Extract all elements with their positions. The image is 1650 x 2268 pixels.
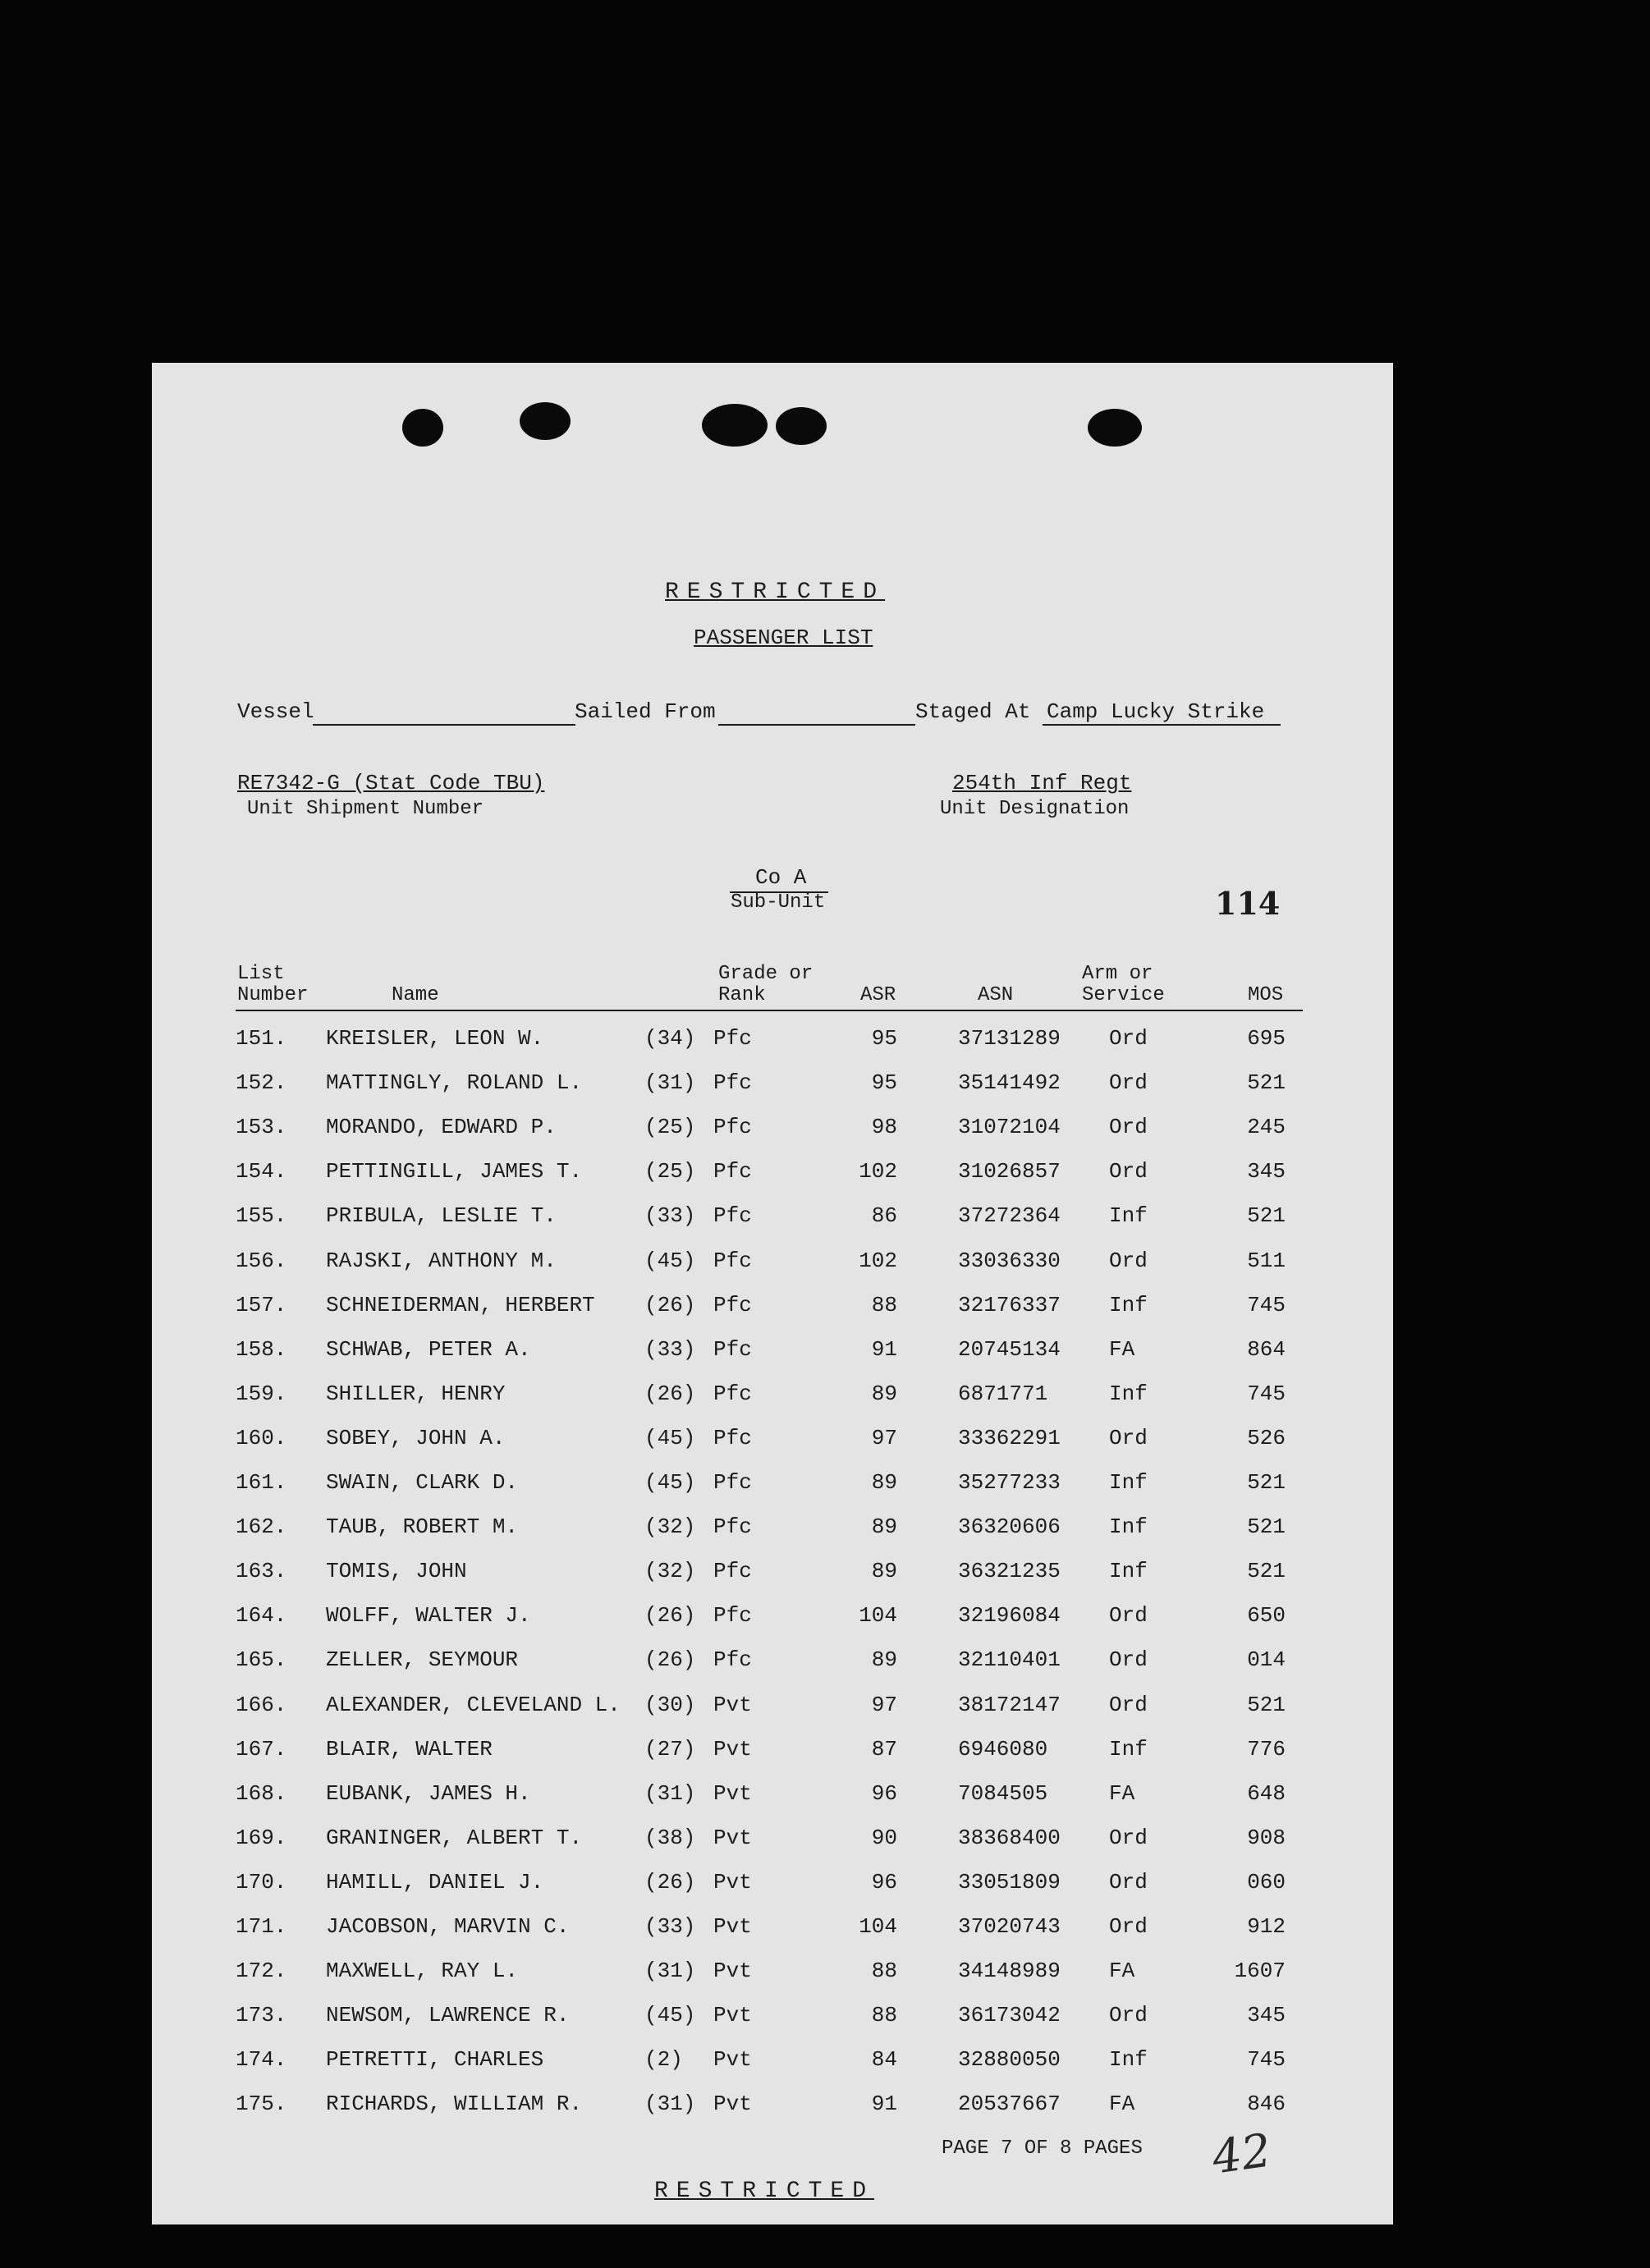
mos-value: 650 [1247, 1603, 1286, 1629]
passenger-name: TOMIS, JOHN [326, 1559, 467, 1584]
table-row [152, 1026, 1393, 1070]
asr-value: 88 [871, 2003, 897, 2028]
passenger-age: (33) [644, 1203, 696, 1229]
grade: Pfc [713, 1292, 752, 1317]
page-footer: PAGE 7 OF 8 PAGES [942, 2137, 1143, 2160]
sub-unit-label: Sub-Unit [731, 891, 826, 914]
list-number: 155. [236, 1203, 287, 1229]
list-number: 173. [236, 2003, 287, 2028]
table-row [152, 1781, 1393, 1826]
col-mos: MOS [1248, 984, 1284, 1006]
passenger-age: (31) [644, 1959, 696, 1984]
list-number: 163. [236, 1559, 287, 1584]
arm-service: Ord [1109, 1159, 1148, 1184]
mos-value: 745 [1247, 2047, 1286, 2073]
arm-service: Ord [1109, 1425, 1148, 1450]
passenger-age: (38) [644, 1825, 696, 1850]
list-number: 161. [236, 1470, 287, 1495]
asn-value: 32110401 [958, 1647, 1061, 1673]
list-number: 175. [236, 2092, 287, 2117]
grade: Pvt [713, 1959, 752, 1984]
asn-value: 32880050 [958, 2047, 1061, 2073]
passenger-age: (32) [644, 1559, 696, 1584]
table-row [152, 1426, 1393, 1470]
mos-value: 695 [1247, 1026, 1286, 1051]
asn-value: 20745134 [958, 1336, 1061, 1362]
asr-value: 84 [871, 2047, 897, 2073]
mos-value: 521 [1247, 1692, 1286, 1717]
header-rule [236, 1010, 1303, 1011]
mos-value: 245 [1247, 1115, 1286, 1140]
sub-unit-value: Co A [755, 865, 807, 890]
restricted-header: RESTRICTED [665, 580, 886, 605]
arm-service: Ord [1109, 1647, 1148, 1673]
mos-value: 776 [1247, 1736, 1286, 1762]
passenger-name: PETTINGILL, JAMES T. [326, 1159, 583, 1184]
asr-value: 96 [871, 1780, 897, 1806]
list-number: 162. [236, 1514, 287, 1540]
grade: Pfc [713, 1248, 752, 1273]
table-row [152, 1647, 1393, 1692]
arm-service: Inf [1109, 1381, 1148, 1406]
asr-value: 97 [871, 1692, 897, 1717]
asn-value: 31072104 [958, 1115, 1061, 1140]
grade: Pfc [713, 1336, 752, 1362]
mos-value: 511 [1247, 1248, 1286, 1273]
arm-service: Ord [1109, 2003, 1148, 2028]
passenger-age: (26) [644, 1292, 696, 1317]
asn-value: 37272364 [958, 1203, 1061, 1229]
arm-service: Ord [1109, 1026, 1148, 1051]
passenger-name: MORANDO, EDWARD P. [326, 1115, 557, 1140]
grade: Pfc [713, 1026, 752, 1051]
table-row [152, 1514, 1393, 1559]
asn-value: 37020743 [958, 1914, 1061, 1939]
passenger-name: ZELLER, SEYMOUR [326, 1647, 519, 1673]
arm-service: Ord [1109, 1248, 1148, 1273]
table-row [152, 1115, 1393, 1159]
passenger-age: (25) [644, 1115, 696, 1140]
table-row [152, 1470, 1393, 1514]
passenger-age: (2) [644, 2047, 683, 2073]
arm-service: Inf [1109, 1736, 1148, 1762]
mos-value: 345 [1247, 1159, 1286, 1184]
passenger-age: (33) [644, 1914, 696, 1939]
arm-service: Inf [1109, 2047, 1148, 2073]
grade: Pvt [713, 1692, 752, 1717]
arm-service: FA [1109, 1336, 1135, 1362]
col-name: Name [392, 984, 439, 1006]
asr-value: 90 [871, 1825, 897, 1850]
arm-service: Ord [1109, 1603, 1148, 1629]
asr-value: 89 [871, 1514, 897, 1540]
passenger-age: (27) [644, 1736, 696, 1762]
mos-value: 745 [1247, 1292, 1286, 1317]
passenger-age: (31) [644, 1070, 696, 1096]
restricted-footer: RESTRICTED [654, 2179, 875, 2204]
col-asn: ASN [978, 984, 1014, 1006]
list-number: 174. [236, 2047, 287, 2073]
unit-designation: 254th Inf Regt [952, 771, 1132, 795]
vessel-label: Vessel [237, 699, 314, 724]
passenger-age: (26) [644, 1869, 696, 1895]
document-sheet [152, 363, 1393, 2224]
arm-service: Ord [1109, 1692, 1148, 1717]
passenger-name: TAUB, ROBERT M. [326, 1514, 519, 1540]
asn-value: 35141492 [958, 1070, 1061, 1096]
punch-hole-icon [520, 402, 571, 440]
asn-value: 7084505 [958, 1780, 1048, 1806]
asn-value: 33362291 [958, 1425, 1061, 1450]
mos-value: 846 [1247, 2092, 1286, 2117]
list-number: 158. [236, 1336, 287, 1362]
arm-service: Ord [1109, 1914, 1148, 1939]
table-row [152, 1870, 1393, 1914]
asr-value: 95 [871, 1026, 897, 1051]
list-number: 165. [236, 1647, 287, 1673]
passenger-name: SOBEY, JOHN A. [326, 1425, 506, 1450]
vessel-blank [313, 724, 575, 726]
asr-value: 95 [871, 1070, 897, 1096]
passenger-name: PETRETTI, CHARLES [326, 2047, 544, 2073]
unit-designation-label: Unit Designation [940, 798, 1130, 820]
passenger-name: JACOBSON, MARVIN C. [326, 1914, 570, 1939]
passenger-name: BLAIR, WALTER [326, 1736, 493, 1762]
passenger-name: SCHWAB, PETER A. [326, 1336, 531, 1362]
passenger-age: (33) [644, 1336, 696, 1362]
mos-value: 060 [1247, 1869, 1286, 1895]
list-number: 167. [236, 1736, 287, 1762]
asn-value: 38172147 [958, 1692, 1061, 1717]
passenger-age: (30) [644, 1692, 696, 1717]
passenger-name: SWAIN, CLARK D. [326, 1470, 519, 1495]
list-number: 164. [236, 1603, 287, 1629]
passenger-name: RICHARDS, WILLIAM R. [326, 2092, 583, 2117]
passenger-age: (32) [644, 1514, 696, 1540]
asr-value: 89 [871, 1381, 897, 1406]
asr-value: 89 [871, 1470, 897, 1495]
sailed-from-label: Sailed From [575, 699, 716, 724]
arm-service: Ord [1109, 1115, 1148, 1140]
grade: Pfc [713, 1425, 752, 1450]
table-row [152, 1603, 1393, 1647]
asn-value: 36173042 [958, 2003, 1061, 2028]
table-row [152, 1249, 1393, 1293]
document-title: PASSENGER LIST [694, 625, 873, 650]
asn-value: 35277233 [958, 1470, 1061, 1495]
asn-value: 38368400 [958, 1825, 1061, 1850]
sailed-from-blank [718, 724, 915, 726]
asr-value: 89 [871, 1647, 897, 1673]
passenger-name: SCHNEIDERMAN, HERBERT [326, 1292, 595, 1317]
grade: Pfc [713, 1203, 752, 1229]
table-row [152, 1826, 1393, 1870]
table-row [152, 1337, 1393, 1381]
asr-value: 88 [871, 1959, 897, 1984]
mos-value: 345 [1247, 2003, 1286, 2028]
list-number: 151. [236, 1026, 287, 1051]
grade: Pvt [713, 1869, 752, 1895]
passenger-name: HAMILL, DANIEL J. [326, 1869, 544, 1895]
asr-value: 91 [871, 2092, 897, 2117]
mos-value: 521 [1247, 1514, 1286, 1540]
staged-at-underline [1043, 724, 1281, 726]
staged-at-value: Camp Lucky Strike [1047, 699, 1265, 724]
asn-value: 33051809 [958, 1869, 1061, 1895]
passenger-name: WOLFF, WALTER J. [326, 1603, 531, 1629]
asr-value: 104 [859, 1603, 897, 1629]
table-row [152, 1203, 1393, 1248]
asr-value: 102 [859, 1248, 897, 1273]
handwritten-page-number: 114 [1215, 885, 1281, 922]
grade: Pvt [713, 2047, 752, 2073]
asr-value: 87 [871, 1736, 897, 1762]
table-row [152, 2092, 1393, 2136]
arm-service: Ord [1109, 1869, 1148, 1895]
grade: Pfc [713, 1070, 752, 1096]
grade: Pvt [713, 2003, 752, 2028]
shipment-label: Unit Shipment Number [247, 798, 484, 820]
asn-value: 36321235 [958, 1559, 1061, 1584]
asn-value: 6871771 [958, 1381, 1048, 1406]
arm-service: Inf [1109, 1203, 1148, 1229]
grade: Pfc [713, 1603, 752, 1629]
mos-value: 526 [1247, 1425, 1286, 1450]
arm-service: Inf [1109, 1559, 1148, 1584]
passenger-age: (45) [644, 2003, 696, 2028]
arm-service: FA [1109, 2092, 1135, 2117]
mos-value: 521 [1247, 1203, 1286, 1229]
table-row [152, 1159, 1393, 1203]
passenger-age: (45) [644, 1248, 696, 1273]
table-row [152, 1293, 1393, 1337]
arm-service: Ord [1109, 1070, 1148, 1096]
mos-value: 014 [1247, 1647, 1286, 1673]
grade: Pfc [713, 1559, 752, 1584]
passenger-age: (26) [644, 1647, 696, 1673]
punch-hole-icon [1088, 409, 1142, 447]
asn-value: 32196084 [958, 1603, 1061, 1629]
table-row [152, 1737, 1393, 1781]
asr-value: 96 [871, 1869, 897, 1895]
asn-value: 31026857 [958, 1159, 1061, 1184]
asr-value: 88 [871, 1292, 897, 1317]
grade: Pfc [713, 1514, 752, 1540]
col-list-number: List Number [237, 963, 309, 1006]
list-number: 156. [236, 1248, 287, 1273]
mos-value: 1607 [1234, 1959, 1286, 1984]
table-row [152, 1381, 1393, 1426]
grade: Pfc [713, 1159, 752, 1184]
list-number: 172. [236, 1959, 287, 1984]
col-arm-service: Arm or Service [1082, 963, 1165, 1006]
table-row [152, 1914, 1393, 1959]
punch-hole-icon [702, 404, 768, 447]
passenger-age: (45) [644, 1470, 696, 1495]
asn-value: 32176337 [958, 1292, 1061, 1317]
passenger-age: (45) [644, 1425, 696, 1450]
grade: Pfc [713, 1647, 752, 1673]
mos-value: 745 [1247, 1381, 1286, 1406]
grade: Pvt [713, 2092, 752, 2117]
passenger-age: (34) [644, 1026, 696, 1051]
table-row [152, 1559, 1393, 1603]
passenger-age: (26) [644, 1603, 696, 1629]
asn-value: 37131289 [958, 1026, 1061, 1051]
arm-service: Ord [1109, 1825, 1148, 1850]
mos-value: 521 [1247, 1559, 1286, 1584]
arm-service: FA [1109, 1780, 1135, 1806]
asn-value: 34148989 [958, 1959, 1061, 1984]
list-number: 159. [236, 1381, 287, 1406]
passenger-name: PRIBULA, LESLIE T. [326, 1203, 557, 1229]
grade: Pvt [713, 1825, 752, 1850]
table-row [152, 2003, 1393, 2047]
table-row [152, 2047, 1393, 2092]
grade: Pvt [713, 1914, 752, 1939]
passenger-name: RAJSKI, ANTHONY M. [326, 1248, 557, 1273]
asr-value: 89 [871, 1559, 897, 1584]
asr-value: 91 [871, 1336, 897, 1362]
mos-value: 521 [1247, 1470, 1286, 1495]
passenger-age: (26) [644, 1381, 696, 1406]
passenger-age: (31) [644, 2092, 696, 2117]
mos-value: 908 [1247, 1825, 1286, 1850]
grade: Pfc [713, 1381, 752, 1406]
handwritten-mark: 42 [1208, 2124, 1275, 2185]
list-number: 152. [236, 1070, 287, 1096]
col-asr: ASR [860, 984, 896, 1006]
list-number: 160. [236, 1425, 287, 1450]
passenger-name: ALEXANDER, CLEVELAND L. [326, 1692, 621, 1717]
grade: Pfc [713, 1115, 752, 1140]
table-row [152, 1959, 1393, 2003]
asn-value: 36320606 [958, 1514, 1061, 1540]
asr-value: 97 [871, 1425, 897, 1450]
list-number: 169. [236, 1825, 287, 1850]
passenger-name: MAXWELL, RAY L. [326, 1959, 519, 1984]
list-number: 157. [236, 1292, 287, 1317]
passenger-name: NEWSOM, LAWRENCE R. [326, 2003, 570, 2028]
passenger-name: MATTINGLY, ROLAND L. [326, 1070, 583, 1096]
arm-service: Inf [1109, 1292, 1148, 1317]
grade: Pfc [713, 1470, 752, 1495]
passenger-name: SHILLER, HENRY [326, 1381, 506, 1406]
list-number: 166. [236, 1692, 287, 1717]
list-number: 170. [236, 1869, 287, 1895]
table-row [152, 1693, 1393, 1737]
passenger-age: (25) [644, 1159, 696, 1184]
mos-value: 648 [1247, 1780, 1286, 1806]
staged-at-label: Staged At [915, 699, 1031, 724]
shipment-number: RE7342-G (Stat Code TBU) [237, 771, 545, 795]
grade: Pvt [713, 1780, 752, 1806]
asr-value: 104 [859, 1914, 897, 1939]
table-row [152, 1070, 1393, 1115]
asr-value: 102 [859, 1159, 897, 1184]
passenger-name: KREISLER, LEON W. [326, 1026, 544, 1051]
list-number: 168. [236, 1780, 287, 1806]
grade: Pvt [713, 1736, 752, 1762]
asr-value: 98 [871, 1115, 897, 1140]
arm-service: Inf [1109, 1470, 1148, 1495]
passenger-name: GRANINGER, ALBERT T. [326, 1825, 583, 1850]
list-number: 153. [236, 1115, 287, 1140]
arm-service: FA [1109, 1959, 1135, 1984]
list-number: 154. [236, 1159, 287, 1184]
arm-service: Inf [1109, 1514, 1148, 1540]
asn-value: 33036330 [958, 1248, 1061, 1273]
passenger-age: (31) [644, 1780, 696, 1806]
passenger-name: EUBANK, JAMES H. [326, 1780, 531, 1806]
punch-hole-icon [402, 409, 443, 447]
mos-value: 864 [1247, 1336, 1286, 1362]
list-number: 171. [236, 1914, 287, 1939]
asr-value: 86 [871, 1203, 897, 1229]
mos-value: 521 [1247, 1070, 1286, 1096]
col-grade: Grade or Rank [718, 963, 814, 1006]
mos-value: 912 [1247, 1914, 1286, 1939]
punch-hole-icon [776, 407, 827, 445]
asn-value: 20537667 [958, 2092, 1061, 2117]
asn-value: 6946080 [958, 1736, 1048, 1762]
